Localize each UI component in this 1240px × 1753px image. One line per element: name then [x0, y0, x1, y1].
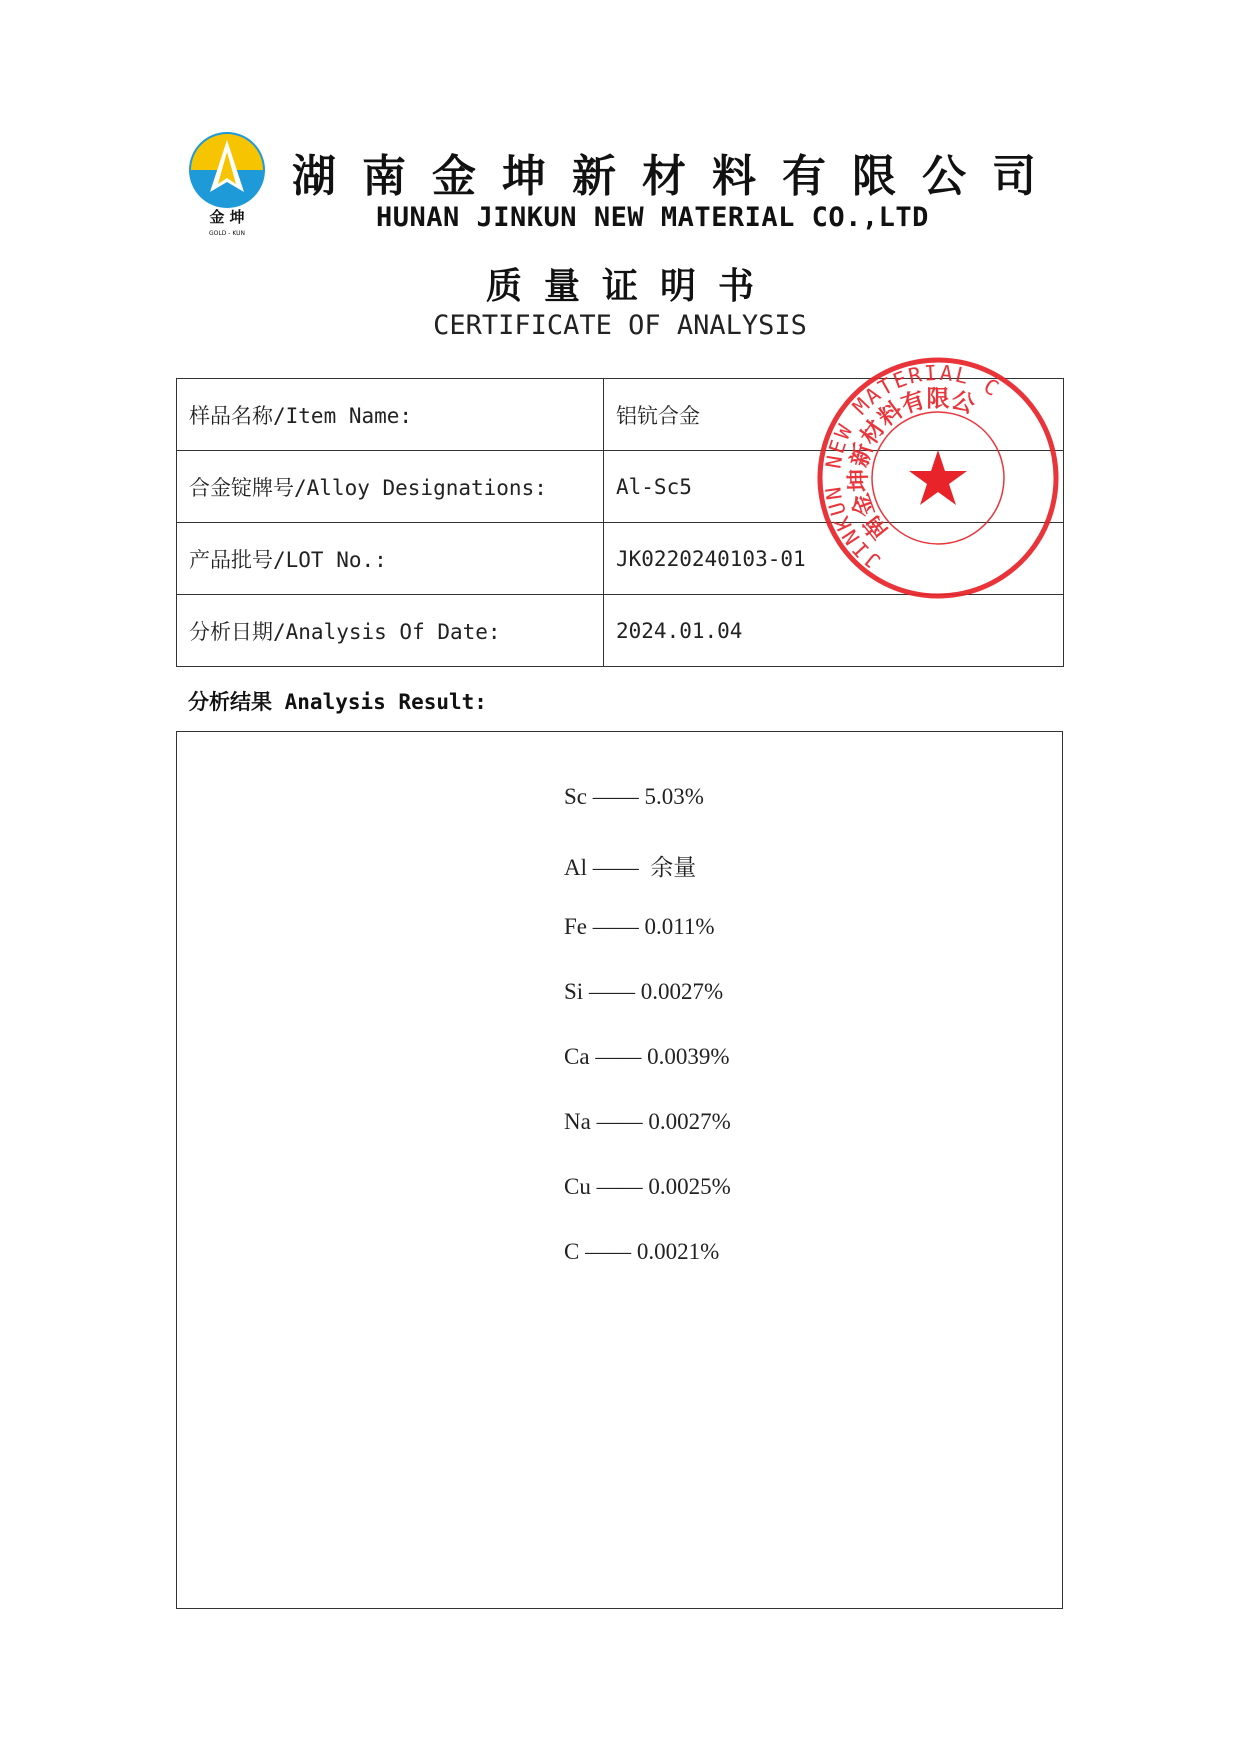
svg-text:HUNAN JINKUN NEW MATERIAL CO.,: JINKUN NEW MATERIAL CO.,LTD [821, 360, 1005, 574]
info-value: 2024.01.04 [604, 595, 1064, 667]
analysis-result-heading: 分析结果 Analysis Result: [188, 690, 487, 714]
svg-text:GOLD - KUN: GOLD - KUN [209, 230, 245, 237]
certificate-title-cn: 质量证明书 [485, 265, 776, 307]
result-row: Fe —— 0.011% [564, 914, 715, 939]
result-row: Cu —— 0.0025% [564, 1174, 731, 1199]
result-element: C [564, 1239, 580, 1264]
result-value: 0.0021% [636, 1239, 720, 1264]
result-row: Si —— 0.0027% [564, 979, 724, 1004]
company-name-en: HUNAN JINKUN NEW MATERIAL CO.,LTD [376, 202, 929, 233]
info-row-analysis-date [177, 595, 1064, 667]
analysis-result-box [176, 731, 1063, 1609]
info-label: 样品名称/Item Name: [177, 379, 604, 451]
result-value: 余量 [650, 855, 697, 880]
result-value: 5.03% [644, 784, 704, 809]
company-name-cn: 湖南金坤新材料有限公司 [292, 151, 1062, 202]
result-row: Sc —— 5.03% [564, 784, 704, 809]
result-row: Na —— 0.0027% [564, 1109, 731, 1134]
result-row: Ca —— 0.0039% [564, 1044, 730, 1069]
result-value: 0.0027% [640, 979, 724, 1004]
result-value: 0.0039% [647, 1044, 730, 1069]
svg-text:金 坤: 金 坤 [209, 208, 245, 226]
result-value: 0.0025% [648, 1174, 731, 1199]
certificate-title-en: CERTIFICATE OF ANALYSIS [433, 310, 807, 341]
result-element: Na [564, 1109, 591, 1134]
stamp-star-icon [909, 450, 967, 505]
result-element: Sc [564, 784, 587, 809]
company-seal-stamp [816, 356, 1060, 600]
result-row: Al —— 余量 [564, 855, 697, 880]
result-element: Fe [564, 914, 587, 939]
company-logo [186, 132, 268, 242]
result-element: Cu [564, 1174, 591, 1199]
info-label: 合金锭牌号/Alloy Designations: [177, 451, 604, 523]
result-value: 0.0027% [648, 1109, 731, 1134]
info-label: 分析日期/Analysis Of Date: [177, 595, 604, 667]
info-value: Al-Sc5 [604, 451, 1064, 523]
svg-text:湖南金坤新材料有限公司: 湖南金坤新材料有限公司 [844, 384, 979, 545]
result-element: Al [564, 855, 587, 880]
result-element: Si [564, 979, 584, 1004]
result-element: Ca [564, 1044, 590, 1069]
info-value: 铝钪合金 [604, 379, 1064, 451]
result-row: C —— 0.0021% [564, 1239, 720, 1264]
info-value: JK0220240103-01 [604, 523, 1064, 595]
result-value: 0.011% [644, 914, 715, 939]
analysis-result-list [564, 784, 731, 1304]
info-label: 产品批号/LOT No.: [177, 523, 604, 595]
